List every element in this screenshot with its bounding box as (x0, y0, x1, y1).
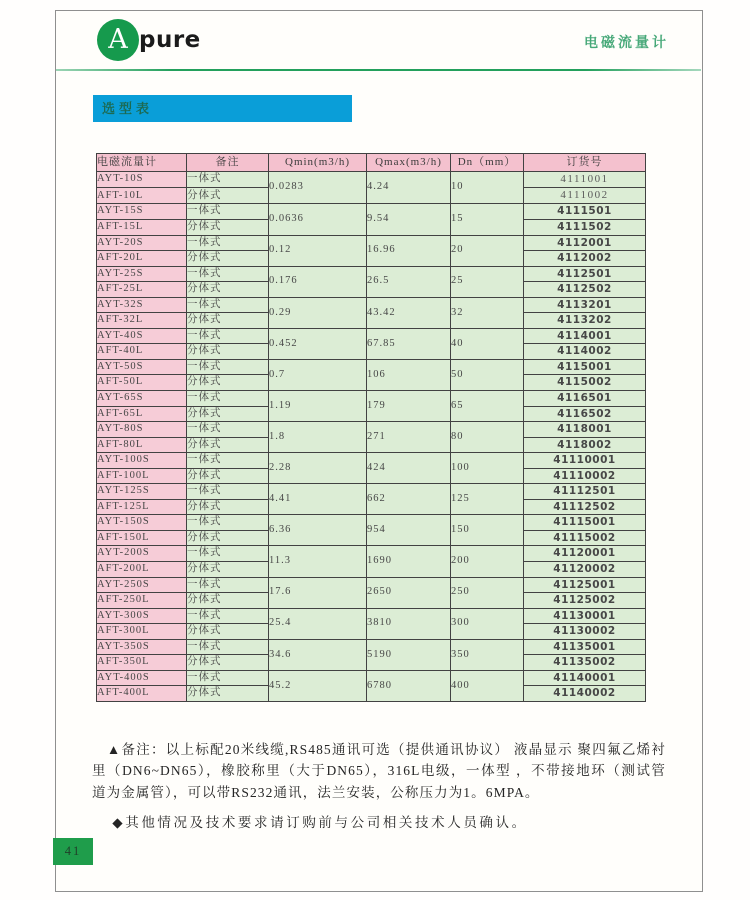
order-number-cell: 4118002 (524, 437, 646, 453)
dn-cell: 50 (451, 359, 524, 390)
qmin-cell: 0.7 (269, 359, 367, 390)
order-number-cell: 4115002 (524, 375, 646, 391)
order-number-cell: 41115001 (524, 515, 646, 531)
model-cell: AYT-125S (97, 484, 187, 500)
logo-wordmark: pure (139, 27, 201, 53)
model-cell: AFT-100L (97, 468, 187, 484)
remark-cell: 一体式 (187, 391, 269, 407)
table-row (97, 422, 646, 438)
remark-cell: 分体式 (187, 624, 269, 640)
order-number-cell: 4113202 (524, 313, 646, 329)
qmax-cell: 6780 (367, 670, 451, 701)
order-number-cell: 4116502 (524, 406, 646, 422)
remark-cell: 一体式 (187, 204, 269, 220)
order-number-cell: 4111002 (524, 188, 646, 204)
order-number-cell: 4112001 (524, 235, 646, 251)
remark-cell: 分体式 (187, 562, 269, 578)
order-number-cell: 41130001 (524, 608, 646, 624)
qmax-cell: 954 (367, 515, 451, 546)
order-number-cell: 4113201 (524, 297, 646, 313)
qmin-cell: 0.452 (269, 328, 367, 359)
qmax-cell: 2650 (367, 577, 451, 608)
order-number-cell: 41140002 (524, 686, 646, 702)
order-number-cell: 4111502 (524, 219, 646, 235)
order-number-cell: 41135002 (524, 655, 646, 671)
model-cell: AYT-350S (97, 639, 187, 655)
model-cell: AFT-200L (97, 562, 187, 578)
model-cell: AYT-250S (97, 577, 187, 593)
dn-cell: 40 (451, 328, 524, 359)
model-cell: AFT-250L (97, 593, 187, 609)
remark-cell: 一体式 (187, 546, 269, 562)
model-cell: AYT-25S (97, 266, 187, 282)
order-number-cell: 41130002 (524, 624, 646, 640)
model-cell: AYT-40S (97, 328, 187, 344)
qmax-cell: 424 (367, 453, 451, 484)
dn-cell: 25 (451, 266, 524, 297)
remark-cell: 一体式 (187, 608, 269, 624)
dn-cell: 150 (451, 515, 524, 546)
page-number: 41 (64, 844, 82, 858)
dn-cell: 15 (451, 204, 524, 235)
remark-cell: 分体式 (187, 251, 269, 267)
table-row (97, 266, 646, 282)
column-header: Qmin(m3/h) (269, 154, 367, 172)
model-cell: AYT-200S (97, 546, 187, 562)
remark-cell: 一体式 (187, 484, 269, 500)
table-row (97, 235, 646, 251)
table-row (97, 515, 646, 531)
table-row (97, 639, 646, 655)
model-cell: AFT-150L (97, 530, 187, 546)
order-number-cell: 4118001 (524, 422, 646, 438)
section-banner-label: 选型表 (102, 101, 154, 116)
qmax-cell: 662 (367, 484, 451, 515)
remark-cell: 分体式 (187, 282, 269, 298)
qmin-cell: 11.3 (269, 546, 367, 577)
model-cell: AFT-80L (97, 437, 187, 453)
order-number-cell: 41120001 (524, 546, 646, 562)
order-number-cell: 41125001 (524, 577, 646, 593)
order-number-cell: 4112002 (524, 251, 646, 267)
qmax-cell: 106 (367, 359, 451, 390)
selection-table-body (97, 172, 646, 702)
column-header: Dn（mm） (451, 154, 524, 172)
dn-cell: 125 (451, 484, 524, 515)
qmin-cell: 0.176 (269, 266, 367, 297)
order-number-cell: 41110001 (524, 453, 646, 469)
model-cell: AFT-20L (97, 251, 187, 267)
model-cell: AYT-100S (97, 453, 187, 469)
qmax-cell: 3810 (367, 608, 451, 639)
selection-table (96, 153, 646, 702)
model-cell: AYT-65S (97, 391, 187, 407)
remark-cell: 分体式 (187, 530, 269, 546)
dn-cell: 350 (451, 639, 524, 670)
section-banner (93, 95, 352, 122)
remark-cell: 一体式 (187, 515, 269, 531)
apure-logo-icon (97, 19, 139, 61)
table-row (97, 297, 646, 313)
order-number-cell: 41125002 (524, 593, 646, 609)
order-number-cell: 4114001 (524, 328, 646, 344)
order-number-cell: 4112501 (524, 266, 646, 282)
page-number-badge (53, 838, 93, 865)
qmax-cell: 9.54 (367, 204, 451, 235)
remark-cell: 分体式 (187, 188, 269, 204)
remark-cell: 分体式 (187, 468, 269, 484)
qmax-cell: 1690 (367, 546, 451, 577)
model-cell: AFT-50L (97, 375, 187, 391)
remark-cell: 分体式 (187, 313, 269, 329)
dn-cell: 200 (451, 546, 524, 577)
column-header: 电磁流量计 (97, 154, 187, 172)
qmin-cell: 2.28 (269, 453, 367, 484)
remark-cell: 一体式 (187, 172, 269, 188)
logo-letter: A (108, 23, 128, 55)
order-number-cell: 4114002 (524, 344, 646, 360)
remark-cell: 一体式 (187, 359, 269, 375)
qmax-cell: 271 (367, 422, 451, 453)
order-number-cell: 41135001 (524, 639, 646, 655)
remark-cell: 分体式 (187, 655, 269, 671)
remark-cell: 分体式 (187, 437, 269, 453)
model-cell: AYT-80S (97, 422, 187, 438)
qmax-cell: 43.42 (367, 297, 451, 328)
model-cell: AFT-15L (97, 219, 187, 235)
header-divider (56, 69, 701, 71)
qmin-cell: 4.41 (269, 484, 367, 515)
confirmation-note: ◆其他情况及技术要求请订购前与公司相关技术人员确认。 (112, 814, 528, 830)
column-header: 订货号 (524, 154, 646, 172)
table-row (97, 546, 646, 562)
qmax-cell: 16.96 (367, 235, 451, 266)
order-number-cell: 4111501 (524, 204, 646, 220)
order-number-cell: 4111001 (524, 172, 646, 188)
table-row (97, 391, 646, 407)
qmax-cell: 26.5 (367, 266, 451, 297)
remark-cell: 一体式 (187, 670, 269, 686)
model-cell: AYT-32S (97, 297, 187, 313)
order-number-cell: 41110002 (524, 468, 646, 484)
qmin-cell: 0.12 (269, 235, 367, 266)
qmin-cell: 0.0636 (269, 204, 367, 235)
table-row (97, 453, 646, 469)
model-cell: AFT-65L (97, 406, 187, 422)
qmax-cell: 179 (367, 391, 451, 422)
remark-cell: 一体式 (187, 453, 269, 469)
qmin-cell: 45.2 (269, 670, 367, 701)
column-header: Qmax(m3/h) (367, 154, 451, 172)
qmin-cell: 17.6 (269, 577, 367, 608)
model-cell: AFT-32L (97, 313, 187, 329)
table-row (97, 670, 646, 686)
qmax-cell: 5190 (367, 639, 451, 670)
order-number-cell: 4116501 (524, 391, 646, 407)
table-row (97, 577, 646, 593)
dn-cell: 32 (451, 297, 524, 328)
dn-cell: 20 (451, 235, 524, 266)
order-number-cell: 4115001 (524, 359, 646, 375)
remark-note: ▲备注：以上标配20米线缆,RS485通讯可选（提供通讯协议） 液晶显示 聚四氟乙烯衬里（DN6~DN65），橡胶称里（大于DN65），316L电级，一体型 ，不带接地环（测试管道为金属管），可以带RS232通讯，法兰安装，公称压力为1。6MPA。 (92, 741, 666, 801)
model-cell: AFT-125L (97, 499, 187, 515)
remark-cell: 一体式 (187, 235, 269, 251)
dn-cell: 100 (451, 453, 524, 484)
table-row (97, 608, 646, 624)
remark-cell: 分体式 (187, 406, 269, 422)
remark-cell: 一体式 (187, 422, 269, 438)
model-cell: AFT-25L (97, 282, 187, 298)
model-cell: AYT-300S (97, 608, 187, 624)
remark-cell: 分体式 (187, 375, 269, 391)
dn-cell: 400 (451, 670, 524, 701)
model-cell: AFT-40L (97, 344, 187, 360)
table-row (97, 359, 646, 375)
remark-cell: 一体式 (187, 639, 269, 655)
table-row (97, 484, 646, 500)
model-cell: AFT-300L (97, 624, 187, 640)
document-title: 电磁流量计 (584, 36, 669, 51)
order-number-cell: 41112502 (524, 499, 646, 515)
selection-table-head (97, 154, 646, 172)
order-number-cell: 41140001 (524, 670, 646, 686)
model-cell: AYT-50S (97, 359, 187, 375)
qmin-cell: 1.8 (269, 422, 367, 453)
qmin-cell: 25.4 (269, 608, 367, 639)
order-number-cell: 4112502 (524, 282, 646, 298)
remark-cell: 一体式 (187, 577, 269, 593)
qmin-cell: 0.0283 (269, 172, 367, 204)
column-header: 备注 (187, 154, 269, 172)
model-cell: AYT-15S (97, 204, 187, 220)
model-cell: AYT-400S (97, 670, 187, 686)
model-cell: AFT-10L (97, 188, 187, 204)
table-row (97, 204, 646, 220)
remark-cell: 分体式 (187, 593, 269, 609)
remark-cell: 一体式 (187, 297, 269, 313)
qmin-cell: 1.19 (269, 391, 367, 422)
qmin-cell: 34.6 (269, 639, 367, 670)
order-number-cell: 41112501 (524, 484, 646, 500)
qmin-cell: 0.29 (269, 297, 367, 328)
dn-cell: 250 (451, 577, 524, 608)
dn-cell: 300 (451, 608, 524, 639)
remark-cell: 分体式 (187, 499, 269, 515)
remark-cell: 一体式 (187, 328, 269, 344)
qmax-cell: 4.24 (367, 172, 451, 204)
dn-cell: 80 (451, 422, 524, 453)
dn-cell: 10 (451, 172, 524, 204)
model-cell: AYT-150S (97, 515, 187, 531)
qmin-cell: 6.36 (269, 515, 367, 546)
model-cell: AFT-350L (97, 655, 187, 671)
remark-cell: 分体式 (187, 344, 269, 360)
model-cell: AFT-400L (97, 686, 187, 702)
qmax-cell: 67.85 (367, 328, 451, 359)
model-cell: AYT-20S (97, 235, 187, 251)
table-row (97, 328, 646, 344)
table-row (97, 172, 646, 188)
order-number-cell: 41115002 (524, 530, 646, 546)
table-header-row (97, 154, 646, 172)
dn-cell: 65 (451, 391, 524, 422)
remark-cell: 一体式 (187, 266, 269, 282)
order-number-cell: 41120002 (524, 562, 646, 578)
remark-cell: 分体式 (187, 686, 269, 702)
model-cell: AYT-10S (97, 172, 187, 188)
remark-cell: 分体式 (187, 219, 269, 235)
